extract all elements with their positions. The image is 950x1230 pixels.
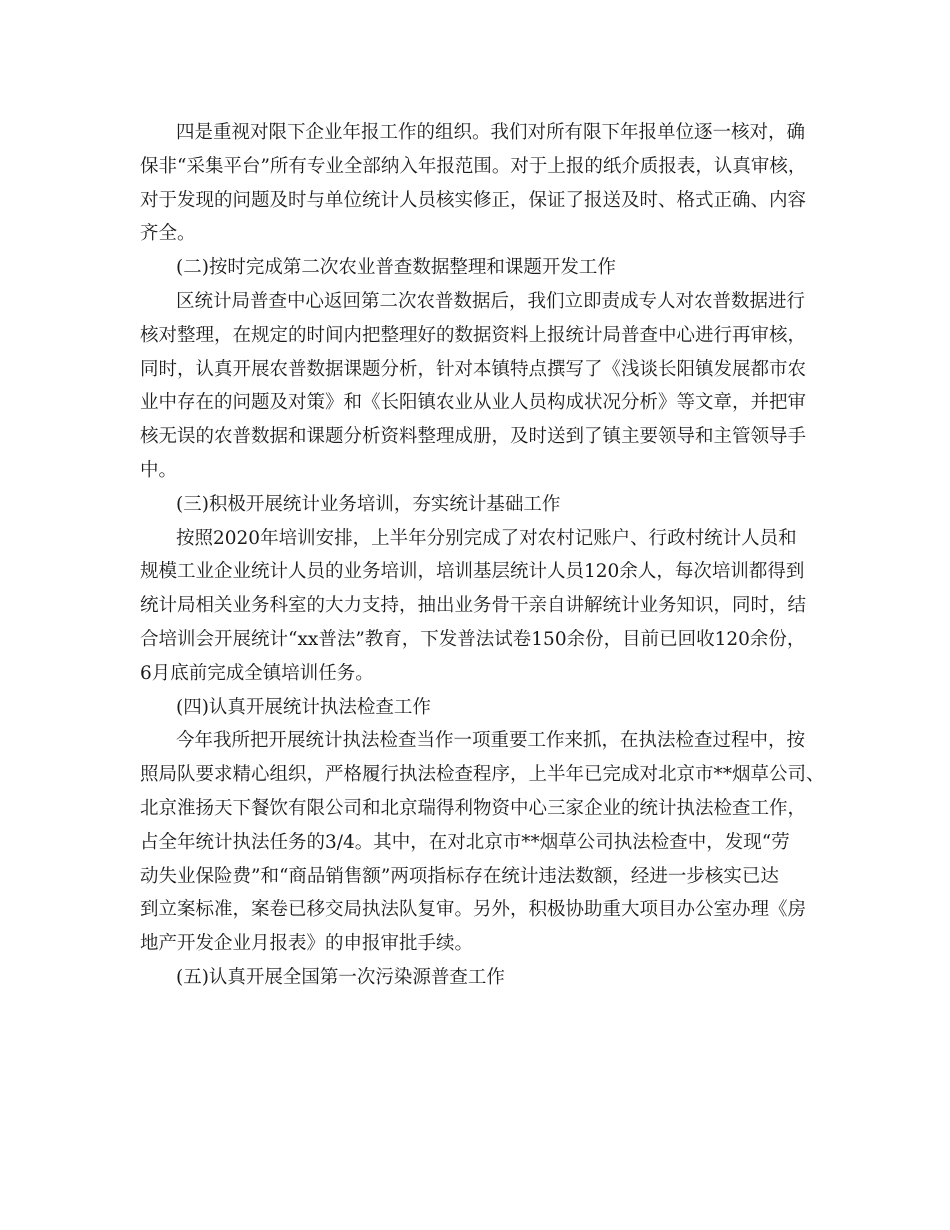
paragraph-training <box>140 522 820 691</box>
text-line: 动失业保险费”和“商品销售额”两项指标存在统计违法数额，经进一步核实已达 <box>140 865 779 887</box>
text-line: 业中存在的问题及对策》和《长阳镇农业从业人员构成状况分析》等文章，并把审 <box>140 392 807 414</box>
text-line: 保非“采集平台”所有专业全部纳入年报范围。对于上报的纸介质报表，认真审核， <box>140 155 807 177</box>
text-line: 齐全。 <box>140 223 196 245</box>
text-line: 照局队要求精心组织，严格履行执法检查程序，上半年已完成对北京市**烟草公司、 <box>140 764 825 786</box>
text-line: 核对整理，在规定的时间内把整理好的数据资料上报统计局普查中心进行再审核， <box>140 324 807 346</box>
text-line: 区统计局普查中心返回第二次农普数据后，我们立即责成专人对农普数据进行 <box>176 290 806 312</box>
section-heading-2: (二)按时完成第二次农业普查数据整理和课题开发工作 <box>176 257 616 279</box>
text-line: 规模工业企业统计人员的业务培训，培训基层统计人员120余人，每次培训都得到 <box>140 561 805 583</box>
section-heading-3: (三)积极开展统计业务培训，夯实统计基础工作 <box>176 493 561 515</box>
text-line: 6月底前完成全镇培训任务。 <box>140 662 374 684</box>
text-line: 统计局相关业务科室的大力支持，抽出业务骨干亲自讲解统计业务知识，同时，结 <box>140 595 807 617</box>
text-line: 四是重视对限下企业年报工作的组织。我们对所有限下年报单位逐一核对，确 <box>176 122 806 143</box>
text-line: 核无误的农普数据和课题分析资料整理成册，及时送到了镇主要领导和主管领导手 <box>140 426 807 448</box>
text-line: 合培训会开展统计“xx普法”教育，下发普法试卷150余份，目前已回收120余份， <box>140 628 806 650</box>
paragraph-law-enforcement <box>140 724 825 961</box>
text-line: 对于发现的问题及时与单位统计人员核实修正，保证了报送及时、格式正确、内容 <box>140 189 807 211</box>
text-line: 到立案标准，案卷已移交局执法队复审。另外，积极协助重大项目办公室办理《房 <box>140 899 807 921</box>
text-line: 同时，认真开展农普数据课题分析，针对本镇特点撰写了《浅谈长阳镇发展都市农 <box>140 358 807 380</box>
document-body <box>140 116 825 995</box>
text-line: 中。 <box>140 459 178 481</box>
section-heading-4: (四)认真开展统计执法检查工作 <box>176 696 431 718</box>
text-line: 地产开发企业月报表》的申报审批手续。 <box>140 933 474 955</box>
text-line: 按照2020年培训安排，上半年分别完成了对农村记账户、行政村统计人员和 <box>176 527 797 549</box>
paragraph-limited-enterprise-annual-report <box>140 116 820 251</box>
paragraph-agricultural-census <box>140 285 820 488</box>
text-line: 占全年统计执法任务的3/4。其中，在对北京市**烟草公司执法检查中，发现“劳 <box>140 831 790 853</box>
section-heading-5: (五)认真开展全国第一次污染源普查工作 <box>176 966 505 988</box>
text-line: 北京淮扬天下餐饮有限公司和北京瑞得利物资中心三家企业的统计执法检查工作， <box>140 797 807 819</box>
text-line: 今年我所把开展统计执法检查当作一项重要工作来抓，在执法检查过程中，按 <box>176 730 806 752</box>
